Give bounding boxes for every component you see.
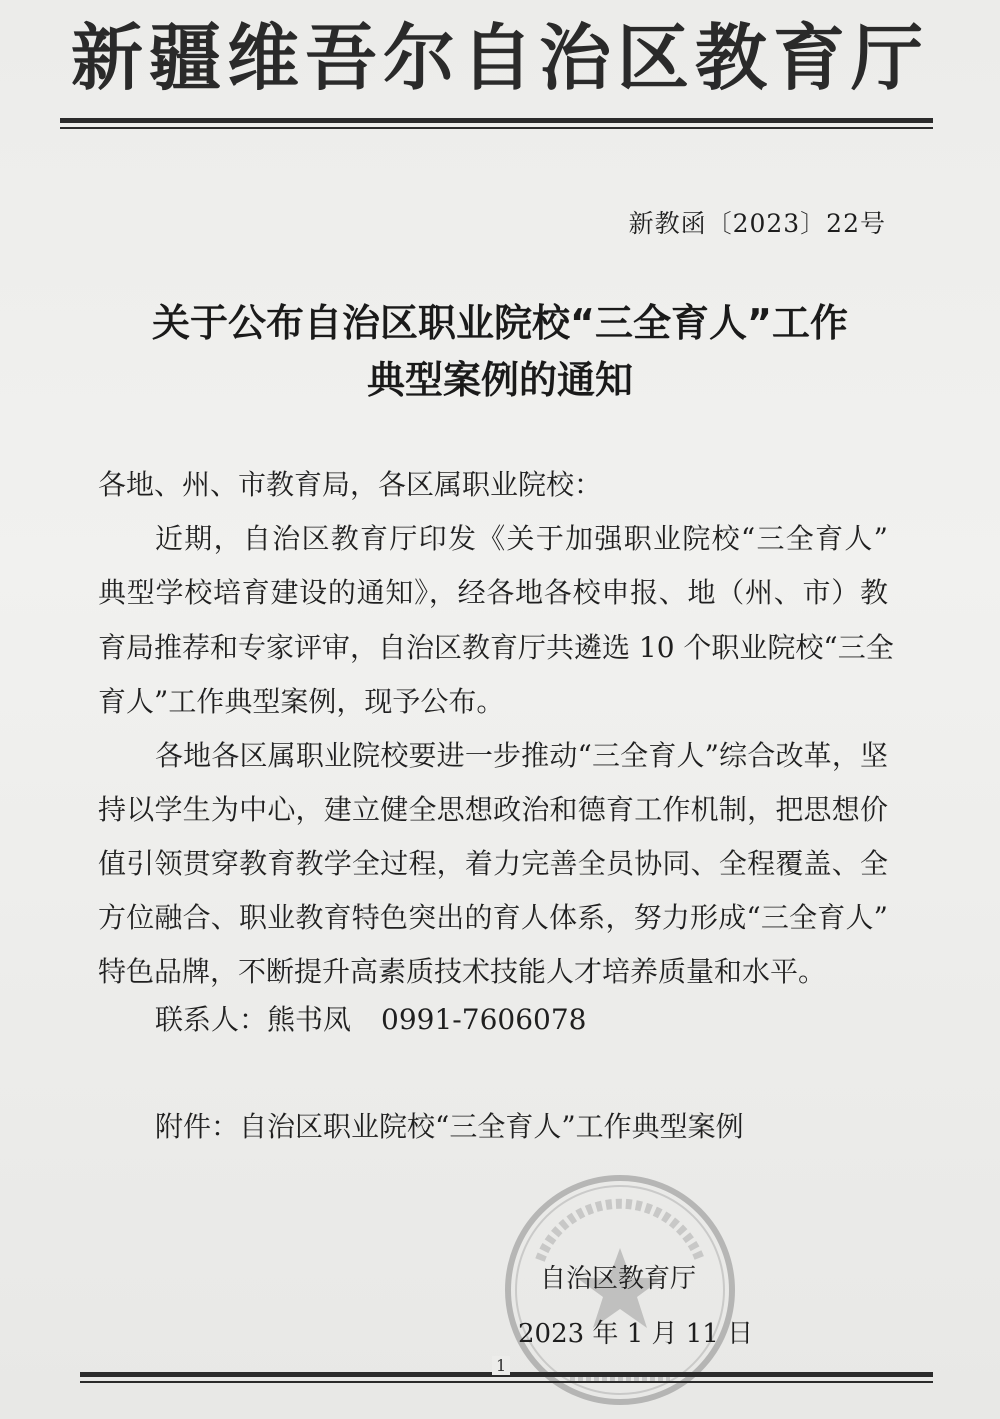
paragraph-1-line: 近期，自治区教育厅印发《关于加强职业院校“三全育人” — [155, 522, 888, 555]
paragraph-1-line: 育人”工作典型案例，现予公布。 — [98, 685, 505, 718]
salutation: 各地、州、市教育局，各区属职业院校： — [98, 468, 603, 501]
document-title-line-1: 关于公布自治区职业院校“三全育人”工作 — [152, 301, 848, 345]
document-title-line-2: 典型案例的通知 — [366, 358, 633, 402]
letterhead-rule-thick — [60, 118, 933, 123]
contact-name: 熊书凤 — [267, 1003, 352, 1036]
paragraph-1-line: 典型学校培育建设的通知》，经各地各校申报、地（州、市）教 — [98, 576, 888, 609]
paragraph-2-line: 各地各区属职业院校要进一步推动“三全育人”综合改革，坚 — [155, 739, 888, 772]
footer-rule-thin — [80, 1381, 933, 1383]
document-number: 新教函〔2023〕22号 — [628, 209, 886, 238]
paragraph-2-line: 特色品牌，不断提升高素质技术技能人才培养质量和水平。 — [98, 955, 827, 988]
attachment-title: 自治区职业院校“三全育人”工作典型案例 — [239, 1110, 744, 1143]
letterhead-title: 新疆维吾尔自治区教育厅 — [70, 16, 929, 100]
paragraph-2-line: 值引领贯穿教育教学全过程，着力完善全员协同、全程覆盖、全 — [98, 847, 888, 880]
contact-line — [155, 1003, 586, 1037]
attachment-line — [155, 1110, 744, 1144]
paragraph-2-line: 方位融合、职业教育特色突出的育人体系，努力形成“三全育人” — [98, 901, 888, 934]
signature-organization: 自治区教育厅 — [540, 1264, 697, 1294]
paragraph-1-line: 育局推荐和专家评审，自治区教育厅共遴选 10 个职业院校“三全 — [98, 631, 894, 664]
page-number: 1 — [492, 1356, 510, 1375]
contact-label: 联系人： — [155, 1003, 268, 1036]
signature-date: 2023 年 1 月 11 日 — [518, 1319, 754, 1349]
letterhead-rule-thin — [60, 127, 933, 129]
paragraph-2-line: 持以学生为中心，建立健全思想政治和德育工作机制，把思想价 — [98, 793, 888, 826]
contact-phone: 0991-7606078 — [381, 1003, 587, 1036]
attachment-label: 附件： — [155, 1110, 240, 1143]
